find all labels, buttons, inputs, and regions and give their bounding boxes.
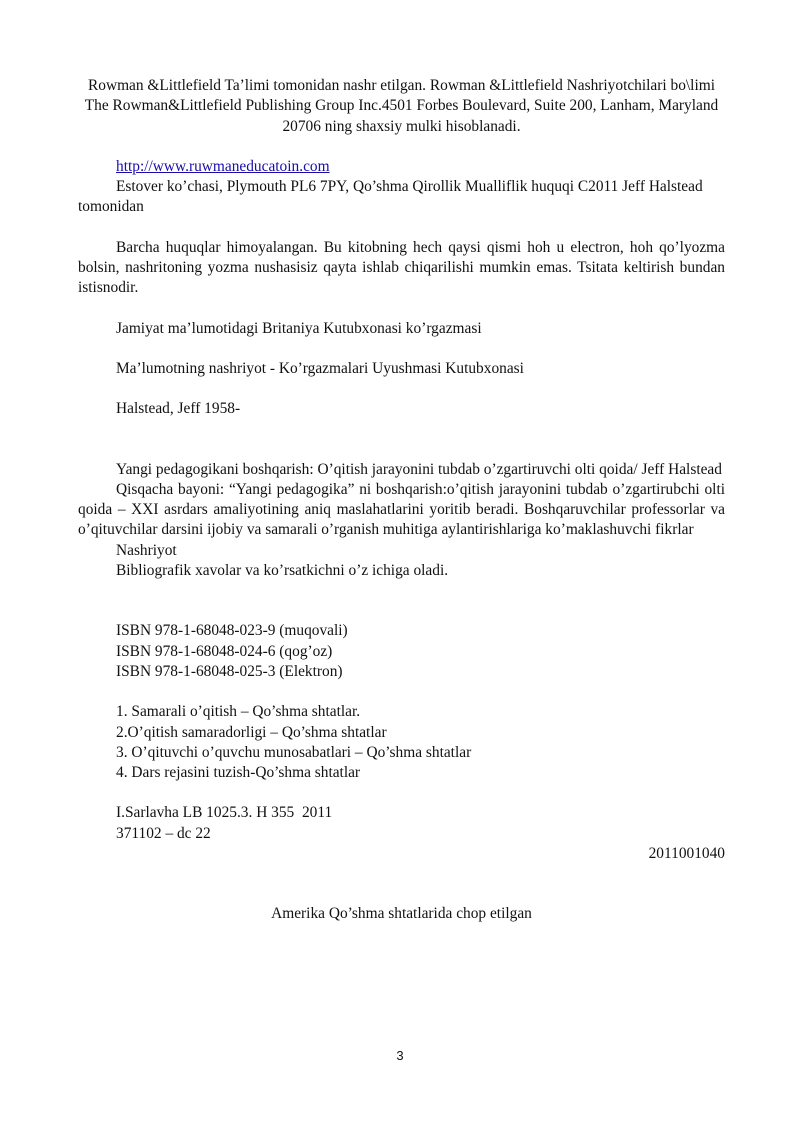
spacer [78,581,725,621]
spacer [78,218,725,238]
spacer [78,137,725,157]
rights-notice: Barcha huquqlar himoyalangan. Bu kitobning hech qaysi qismi hoh u electron, hoh qo’lyozma bolsin, nashritoning yozma nushasisiz qayta ishlab chiqarilishi mumkin emas. Tsitata keltirish bundan istisnodir. [78,238,725,297]
spacer [78,379,725,399]
spacer [78,864,725,904]
isbn-line: ISBN 978-1-68048-023-9 (muqovali) [116,622,348,640]
classification-list [116,803,725,844]
spacer [78,339,725,359]
subject-line: 1. Samarali o’qitish – Qo’shma shtatlar. [116,703,361,721]
subject-list [116,702,725,783]
summary-paragraph: Qisqacha bayoni: “Yangi pedagogika” ni boshqarish:o’qitish jarayonini tubdab o’zgartirubchi olti qoida – XXI asrdars amaliyotining aniq maslahatlarini yoritib beradi. Boshqaruvchilar professorlar va o’qituvchilar darsini ijobiy va samarali o’rganish muhitiga aylantirishlariga ko’maklashuvchi fikrlar [78,480,725,539]
address-line: Estover ko’chasi, Plymouth PL6 7PY, Qo’shma Qirollik Mualliflik huquqi C2011 Jeff Halstead tomonidan [78,178,703,216]
subject-line: 4. Dars rejasini tuzish-Qo’shma shtatlar [116,764,361,782]
publisher-word: Nashriyot [116,541,177,559]
library-line: Ma’lumotning nashriyot - Ko’rgazmalari Uyushmasi Kutubxonasi [116,359,524,377]
isbn-line: ISBN 978-1-68048-024-6 (qog’oz) [116,642,333,660]
bibliography-note: Bibliografik xavolar va ko’rsatkichni o’z ichiga oladi. [116,562,449,580]
classification-line: 371102 – dc 22 [116,824,211,842]
spacer [78,299,725,319]
spacer [78,420,725,460]
isbn-line: ISBN 978-1-68048-025-3 (Elektron) [116,662,343,680]
spacer [78,682,725,702]
isbn-list [116,621,725,682]
copyright-page [78,76,725,925]
subject-line: 3. O’qituvchi o’quvchu munosabatlari – Qo’shma shtatlar [116,743,472,761]
printed-in-line: Amerika Qo’shma shtatlarida chop etilgan [271,905,532,923]
publisher-note: Rowman &Littlefield Ta’limi tomonidan nashr etilgan. Rowman &Littlefield Nashriyotchilari bo\limi The Rowman&Littlefield Publishing Group Inc.4501 Forbes Boulevard, Suite 200, Lanham, Maryland 20706 ning shaxsiy mulki hisoblanadi. [84,77,719,135]
lccn-number: 2011001040 [648,845,725,863]
page-number: 3 [396,1048,404,1063]
website-row [116,157,725,177]
website-link[interactable]: http://www.ruwmaneducatoin.com [116,157,330,175]
subject-line: 2.O’qitish samaradorligi – Qo’shma shtatlar [116,723,387,741]
author-line: Halstead, Jeff 1958- [116,400,241,418]
catalog-line: Jamiyat ma’lumotidagi Britaniya Kutubxonasi ko’rgazmasi [116,319,482,337]
book-title-line: Yangi pedagogikani boshqarish: O’qitish jarayonini tubdab o’zgartiruvchi olti qoida/ Jeff Halstead [116,460,722,478]
classification-line: I.Sarlavha LB 1025.3. H 355 2011 [116,804,333,822]
spacer [78,783,725,803]
